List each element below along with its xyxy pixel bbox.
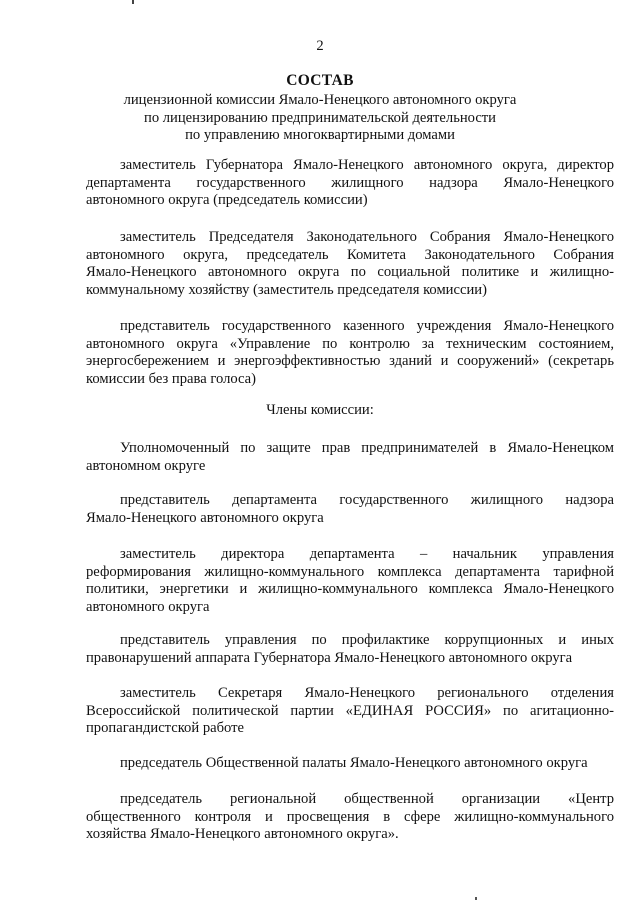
subtitle-line: лицензионной комиссии Ямало-Ненецкого автономного округа — [123, 92, 517, 108]
member-paragraph — [86, 440, 614, 475]
member-paragraph — [86, 632, 614, 667]
paragraph-line: автономного округа, председатель Комитета Законодательного Собрания — [86, 246, 614, 263]
paragraph-line: правонарушений аппарата Губернатора Ямало-Ненецкого автономного округа — [86, 649, 573, 666]
paragraph-line: автономного округа «Управление по контролю за техническим состоянием, — [86, 335, 614, 352]
paragraph-line: политики, энергетики и жилищно-коммунального комплекса Ямало-Ненецкого — [86, 581, 614, 597]
member-paragraph — [86, 685, 614, 738]
member-paragraph — [86, 492, 614, 527]
paragraph-line: реформирования жилищно-коммунального комплекса департамента тарифной — [86, 563, 614, 580]
paragraph-line: заместитель директора департамента – начальник управления — [120, 546, 614, 562]
paragraph-line: Уполномоченный по защите прав предпринимателей в Ямало-Ненецком — [120, 440, 614, 456]
paragraph-line: Ямало-Ненецкого автономного округа — [86, 509, 324, 526]
document-title: СОСТАВ — [286, 72, 354, 89]
paragraph-line: общественного контроля и просвещения в сфере жилищно-коммунального — [86, 808, 614, 825]
paragraph-line: председатель региональной общественной организации «Центр — [120, 791, 614, 807]
paragraph-line: заместитель Председателя Законодательного Собрания Ямало-Ненецкого — [120, 229, 614, 245]
paragraph-line: энергосбережением и энергоэффективностью зданий и сооружений» (секретарь — [86, 353, 614, 369]
paragraph-line: представитель департамента государственного жилищного надзора — [120, 492, 614, 508]
deputy-chairman-paragraph — [86, 229, 614, 299]
paragraph-line: комиссии без права голоса) — [86, 370, 257, 387]
document-subtitle — [60, 92, 580, 145]
paragraph-line: пропагандистской работе — [86, 720, 244, 736]
paragraph-line: заместитель Секретаря Ямало-Ненецкого регионального отделения — [120, 685, 614, 701]
page-number: 2 — [316, 38, 324, 54]
chairman-paragraph — [86, 157, 614, 210]
member-paragraph — [86, 755, 614, 773]
paragraph-line: автономного округа (председатель комиссии) — [86, 192, 368, 208]
paragraph-line: Ямало-Ненецкого автономного округа по социальной политике и жилищно- — [86, 264, 614, 280]
subtitle-line: по лицензированию предпринимательской деятельности — [144, 109, 496, 126]
paragraph-line: автономном округе — [86, 457, 206, 474]
paragraph-line: представитель государственного казенного учреждения Ямало-Ненецкого — [120, 318, 614, 334]
paragraph-line: автономного округа — [86, 598, 210, 615]
paragraph-line: хозяйства Ямало-Ненецкого автономного округа». — [86, 826, 399, 842]
member-paragraph — [86, 791, 614, 844]
paragraph-line: департамента государственного жилищного надзора Ямало-Ненецкого — [86, 174, 614, 191]
paragraph-line: заместитель Губернатора Ямало-Ненецкого автономного округа, директор — [120, 157, 614, 173]
paragraph-line: представитель управления по профилактике коррупционных и иных — [120, 632, 614, 648]
secretary-paragraph — [86, 318, 614, 388]
scan-mark — [132, 0, 134, 4]
paragraph-line: Всероссийской политической партии «ЕДИНАЯ РОССИЯ» по агитационно- — [86, 702, 614, 719]
scan-mark — [475, 897, 477, 900]
subtitle-line: по управлению многоквартирными домами — [185, 127, 455, 143]
member-paragraph — [86, 546, 614, 616]
members-heading: Члены комиссии: — [266, 402, 374, 418]
paragraph-line: председатель Общественной палаты Ямало-Ненецкого автономного округа — [120, 755, 588, 771]
paragraph-line: коммунальному хозяйству (заместитель председателя комиссии) — [86, 281, 487, 298]
